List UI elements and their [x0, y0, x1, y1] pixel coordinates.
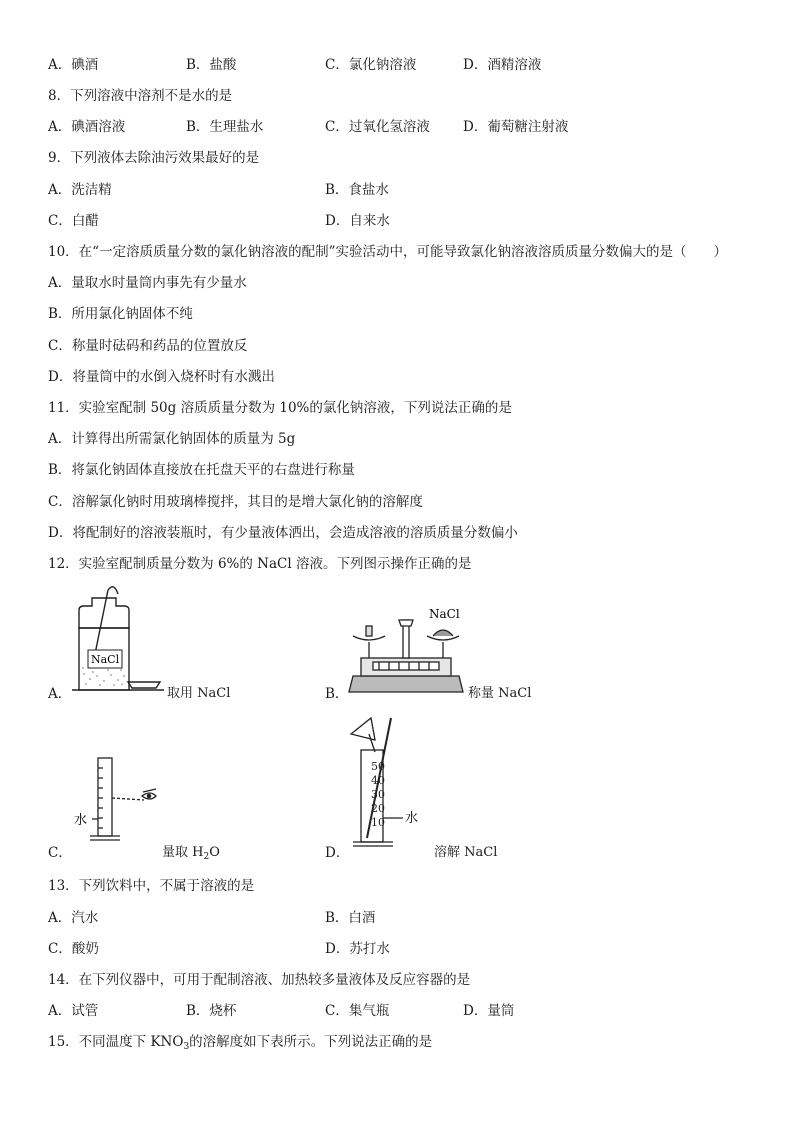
- q12-figure-c: [72, 752, 168, 852]
- q7-option-b: B．盐酸: [186, 57, 237, 73]
- q8-option-d: D．葡萄糖注射液: [463, 119, 569, 135]
- q12-d-tick-4: 20: [371, 802, 385, 815]
- q11-option-d: D．将配制好的溶液装瓶时，有少量液体洒出，会造成溶液的溶质质量分数偏小: [48, 525, 518, 541]
- q12-c-water-label: 水: [74, 813, 88, 828]
- q12-d-tick-5: 10: [371, 816, 385, 829]
- q12-option-a-letter: A．: [48, 686, 72, 702]
- q8-option-b: B．生理盐水: [186, 119, 264, 135]
- q9-option-b: B．食盐水: [325, 182, 389, 198]
- q10-option-b: B．所用氯化钠固体不纯: [48, 306, 193, 322]
- q12-a-bottle-label: NaCl: [91, 653, 120, 666]
- q12-option-c-letter: C．: [48, 845, 72, 861]
- q14-option-a: A．试管: [48, 1003, 99, 1019]
- q12-d-tick-2: 40: [371, 774, 385, 787]
- q12-d-water-label: 水: [405, 811, 419, 826]
- q10-option-a: A．量取水时量筒内事先有少量水: [48, 275, 247, 291]
- q14-stem: 14．在下列仪器中，可用于配制溶液、加热较多量液体及反应容器的是: [48, 972, 471, 988]
- q15-stem: 15．不同温度下 $KNO_3$的溶解度如下表所示。下列说法正确的是: [48, 1034, 433, 1052]
- q9-option-d: D．自来水: [325, 213, 390, 229]
- q12-b-pan-label: NaCl: [429, 607, 460, 621]
- q12-d-tick-3: 30: [371, 788, 385, 801]
- q14-option-d: D．量筒: [463, 1003, 515, 1019]
- q11-option-c: C．溶解氯化钠时用玻璃棒搅拌，其目的是增大氯化钠的溶解度: [48, 494, 423, 510]
- q14-option-c: C．集气瓶: [325, 1003, 390, 1019]
- q12-option-d-caption: 溶解 NaCl: [434, 845, 498, 860]
- q12-figure-d: [345, 712, 445, 852]
- q12-option-b-letter: B．: [325, 686, 349, 702]
- q13-stem: 13．下列饮料中，不属于溶液的是: [48, 878, 255, 894]
- q12-stem: 12．实验室配制质量分数为 6%的 NaCl 溶液。下列图示操作正确的是: [48, 556, 472, 572]
- q7-option-c: C．氯化钠溶液: [325, 57, 417, 73]
- q12-option-b-caption: 称量 NaCl: [468, 686, 532, 701]
- q11-option-a: A．计算得出所需氯化钠固体的质量为 5g: [48, 431, 296, 447]
- q8-option-c: C．过氧化氢溶液: [325, 119, 430, 135]
- q10-option-d: D．将量筒中的水倒入烧杯时有水溅出: [48, 369, 275, 385]
- q12-d-tick-1: 50: [371, 760, 385, 773]
- q13-option-a: A．汽水: [48, 910, 99, 926]
- q8-option-a: A．碘酒溶液: [48, 119, 126, 135]
- q9-option-c: C．白醋: [48, 213, 99, 229]
- q12-figure-b: [345, 598, 467, 700]
- q9-option-a: A．洗洁精: [48, 182, 112, 198]
- q11-option-b: B．将氯化钠固体直接放在托盘天平的右盘进行称量: [48, 462, 355, 478]
- q11-stem: 11．实验室配制 50g 溶质质量分数为 10%的氯化钠溶液，下列说法正确的是: [48, 400, 512, 416]
- q13-option-d: D．苏打水: [325, 941, 390, 957]
- q12-option-c-caption: 量取 $H_2O$: [162, 845, 220, 862]
- q7-option-d: D．酒精溶液: [463, 57, 542, 73]
- q8-stem: 8．下列溶液中溶剂不是水的是: [48, 88, 233, 104]
- q7-option-a: A．碘酒: [48, 57, 99, 73]
- q13-option-c: C．酸奶: [48, 941, 99, 957]
- q10-stem: 10．在“一定溶质质量分数的氯化钠溶液的配制”实验活动中，可能导致氯化钠溶液溶质质量分数偏大的是（ ）: [48, 244, 727, 260]
- q12-option-a-caption: 取用 NaCl: [167, 686, 231, 701]
- q12-option-d-letter: D．: [325, 845, 350, 861]
- q9-stem: 9．下列液体去除油污效果最好的是: [48, 150, 260, 166]
- q14-option-b: B．烧杯: [186, 1003, 237, 1019]
- q13-option-b: B．白酒: [325, 910, 376, 926]
- q10-option-c: C．称量时砝码和药品的位置放反: [48, 338, 248, 354]
- q12-figure-a: [64, 584, 168, 700]
